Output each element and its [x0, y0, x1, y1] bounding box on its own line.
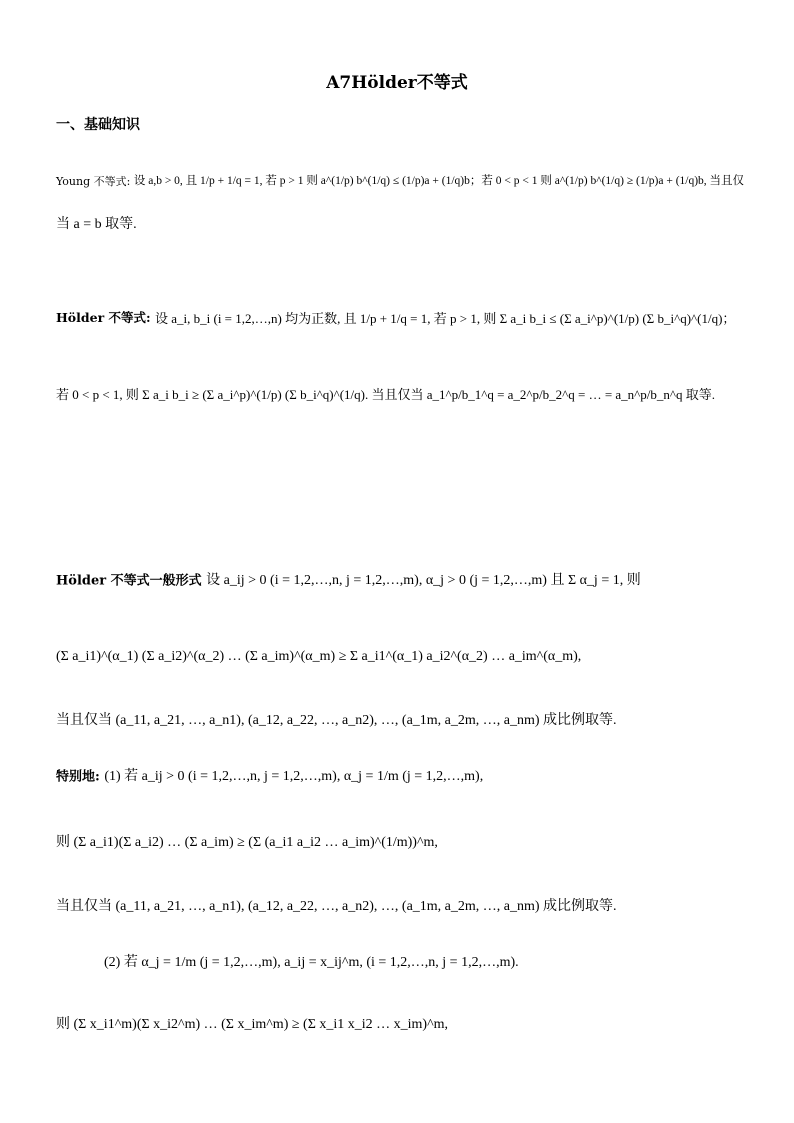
holder-formula-1: 设 a_i, b_i (i = 1,2,…,n) 均为正数, 且 1/p + 1/q = 1, 若 p > 1, 则 Σ a_i b_i ≤ (Σ a_i^p)^(1/p) (Σ b_i^q)^(1/q)； — [155, 311, 736, 326]
young-lead: Young 不等式: — [56, 175, 134, 188]
special-line-1 — [56, 770, 483, 784]
holder-line-1 — [56, 312, 735, 325]
special-line-5 — [56, 1018, 448, 1032]
section-heading: 一、基础知识 — [56, 117, 140, 133]
special-case1-equality: 当且仅当 (a_11, a_21, …, a_n1), (a_12, a_22, …, a_n2), …, (a_1m, a_2m, …, a_nm) 成比例取等. — [56, 899, 617, 914]
holder-lead: Hölder 不等式: — [56, 310, 155, 325]
young-line-2 — [56, 218, 137, 232]
special-case2-result: 则 (Σ x_i1^m)(Σ x_i2^m) … (Σ x_im^m) ≥ (Σ x_i1 x_i2 … x_im)^m, — [56, 1017, 449, 1032]
general-line-3 — [56, 714, 617, 728]
special-line-2 — [56, 836, 438, 850]
special-lead: 特别地: — [56, 769, 105, 785]
young-formula-1: 设 a,b > 0, 且 1/p + 1/q = 1, 若 p > 1 则 a^(1/p) b^(1/q) ≤ (1/p)a + (1/q)b；若 0 < p < 1 则 a^(1/p) b^(1/q) ≥ (1/p)a + (1/q)b, 当且仅 — [133, 175, 745, 188]
general-formula-1: 设 a_ij > 0 (i = 1,2,…,n, j = 1,2,…,m), α_j > 0 (j = 1,2,…,m) 且 Σ α_j = 1, 则 — [206, 573, 641, 588]
holder-line-2 — [56, 388, 715, 401]
page-title: A7Hölder不等式 — [326, 73, 468, 93]
special-case1-result: 则 (Σ a_i1)(Σ a_i2) … (Σ a_im) ≥ (Σ (a_i1 a_i2 … a_im)^(1/m))^m, — [56, 835, 438, 850]
young-line-1 — [56, 176, 744, 188]
young-formula-2: 当 a = b 取等. — [56, 217, 137, 232]
general-formula-3: 当且仅当 (a_11, a_21, …, a_n1), (a_12, a_22, …, a_n2), …, (a_1m, a_2m, …, a_nm) 成比例取等. — [56, 713, 617, 728]
holder-formula-2: 若 0 < p < 1, 则 Σ a_i b_i ≥ (Σ a_i^p)^(1/p) (Σ b_i^q)^(1/q). 当且仅当 a_1^p/b_1^q = a_2^p/b_2^q = … = a_n^p/b_n^q 取等. — [56, 387, 715, 402]
special-line-4 — [104, 956, 519, 970]
general-line-1 — [56, 574, 641, 588]
general-line-2 — [56, 650, 581, 664]
general-lead: Hölder 不等式一般形式 — [56, 573, 207, 589]
special-line-3 — [56, 900, 617, 914]
special-case1: (1) 若 a_ij > 0 (i = 1,2,…,n, j = 1,2,…,m), α_j = 1/m (j = 1,2,…,m), — [104, 769, 484, 784]
general-formula-2: (Σ a_i1)^(α_1) (Σ a_i2)^(α_2) … (Σ a_im)^(α_m) ≥ Σ a_i1^(α_1) a_i2^(α_2) … a_im^(α_m), — [56, 649, 582, 664]
special-case2: (2) 若 α_j = 1/m (j = 1,2,…,m), a_ij = x_ij^m, (i = 1,2,…,n, j = 1,2,…,m). — [104, 955, 519, 970]
